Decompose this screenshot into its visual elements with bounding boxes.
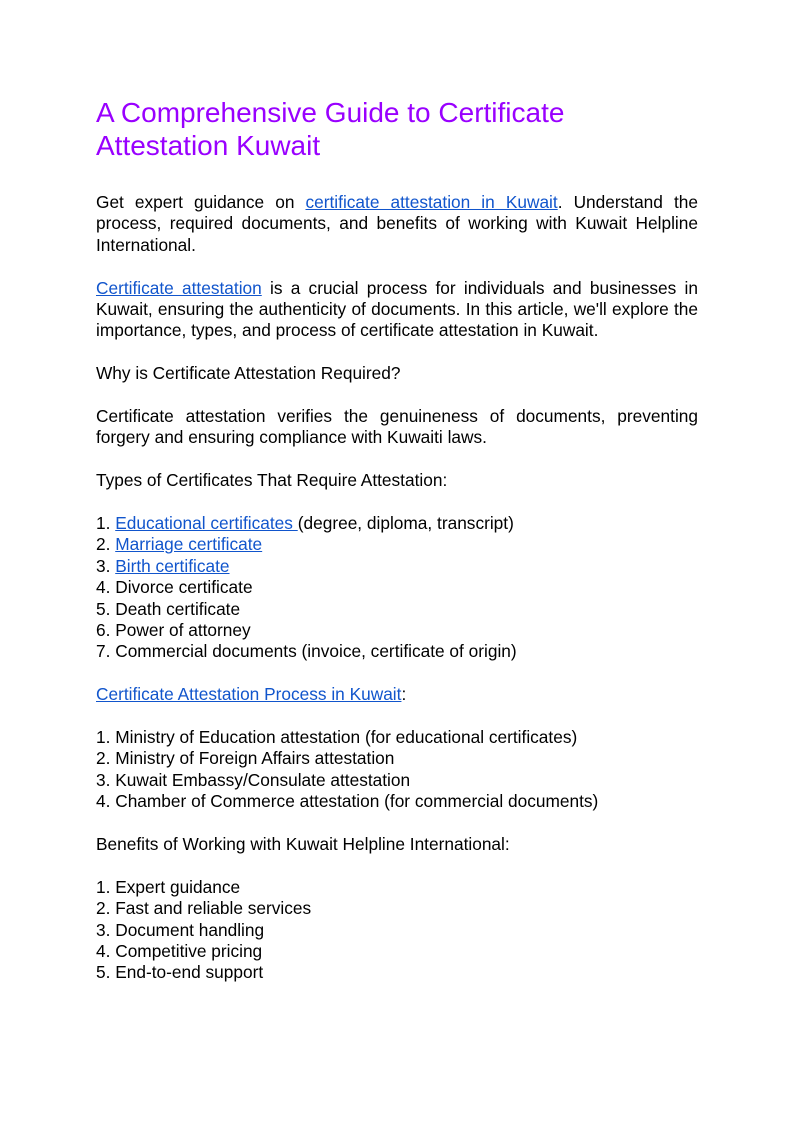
- intro-text-before: Get expert guidance on: [96, 192, 306, 212]
- list-item: 4. Chamber of Commerce attestation (for commercial documents): [96, 791, 599, 812]
- list-item-text: (degree, diploma, transcript): [297, 513, 514, 534]
- list-number: 5.: [96, 598, 116, 619]
- list-item-text: Commercial documents (invoice, certificate of origin): [115, 641, 517, 662]
- list-item: [96, 534, 698, 555]
- why-paragraph: Certificate attestation verifies the genuineness of documents, preventing forgery and ensuring compliance with Kuwaiti laws.: [96, 406, 698, 448]
- list-item: [96, 620, 698, 641]
- marriage-certificate-link[interactable]: Marriage certificate: [115, 534, 263, 555]
- list-item: [96, 641, 698, 662]
- overview-paragraph: [96, 278, 698, 342]
- list-number: 2.: [96, 534, 116, 555]
- list-item: 1. Expert guidance: [96, 876, 241, 897]
- benefits-heading: Benefits of Working with Kuwait Helpline International:: [96, 834, 510, 855]
- list-item: [96, 577, 698, 598]
- educational-certificates-link[interactable]: Educational certificates: [115, 513, 298, 534]
- birth-certificate-link[interactable]: Birth certificate: [115, 555, 230, 576]
- list-item: 5. End-to-end support: [96, 962, 264, 983]
- list-item-text: Death certificate: [115, 598, 241, 619]
- overview-text: is a crucial process for individuals and businesses in Kuwait, ensuring the authenticity of documents. In this article, we'll explore the importance, types, and process of certificate attestation in Kuwait.: [96, 277, 698, 341]
- page-title: A Comprehensive Guide to Certificate Attestation Kuwait: [96, 97, 565, 161]
- certificate-attestation-link[interactable]: Certificate attestation: [96, 277, 262, 298]
- process-steps-list: [96, 727, 698, 813]
- list-item: 1. Ministry of Education attestation (for educational certificates): [96, 727, 578, 748]
- benefits-list: [96, 877, 698, 984]
- list-item-text: Divorce certificate: [115, 577, 253, 598]
- document-page: [96, 96, 698, 984]
- list-item: [96, 556, 698, 577]
- list-item: [96, 599, 698, 620]
- list-item: 2. Fast and reliable services: [96, 898, 312, 919]
- types-heading: Types of Certificates That Require Attestation:: [96, 470, 448, 491]
- attestation-process-link[interactable]: Certificate Attestation Process in Kuwait: [96, 684, 402, 705]
- list-number: 6.: [96, 620, 116, 641]
- list-item: 2. Ministry of Foreign Affairs attestation: [96, 748, 395, 769]
- list-item: 3. Document handling: [96, 919, 265, 940]
- intro-text-after: . Understand the process, required documents, and benefits of working with Kuwait Helpline International.: [96, 192, 698, 255]
- list-number: 7.: [96, 641, 116, 662]
- list-item: [96, 513, 698, 534]
- list-number: 1.: [96, 513, 116, 534]
- certificate-attestation-kuwait-link[interactable]: certificate attestation in Kuwait: [305, 192, 558, 212]
- list-number: 3.: [96, 555, 116, 576]
- certificate-types-list: [96, 513, 698, 663]
- list-number: 4.: [96, 577, 116, 598]
- intro-paragraph: [96, 192, 698, 256]
- list-item: 3. Kuwait Embassy/Consulate attestation: [96, 769, 411, 790]
- process-heading-colon: :: [401, 684, 407, 705]
- process-heading: [96, 684, 698, 705]
- why-heading: Why is Certificate Attestation Required?: [96, 363, 401, 384]
- list-item-text: Power of attorney: [115, 620, 251, 641]
- list-item: 4. Competitive pricing: [96, 941, 263, 962]
